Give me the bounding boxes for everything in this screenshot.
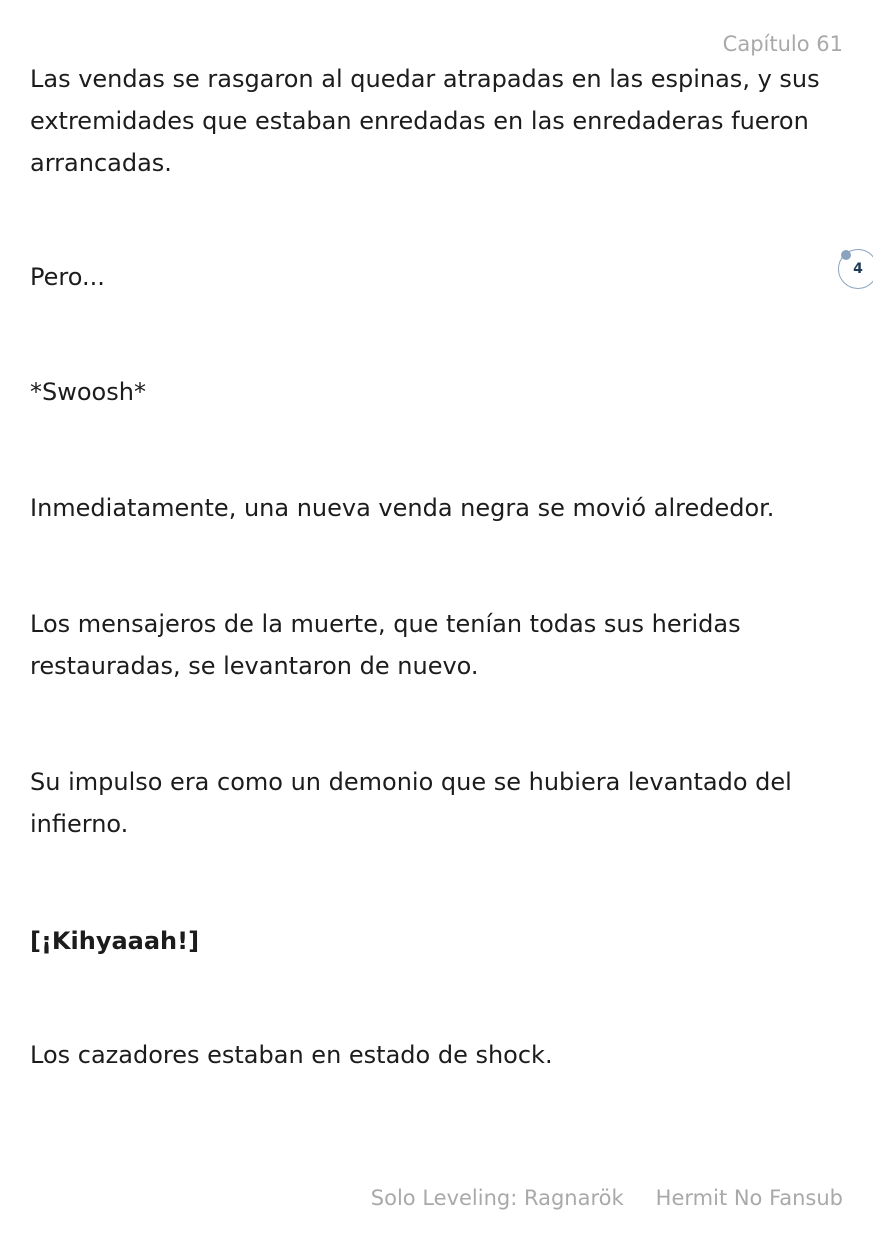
- paragraph: Pero...: [30, 263, 105, 291]
- paragraph: Las vendas se rasgaron al quedar atrapadas en las espinas, y sus extremidades que estaban enredadas en las enredaderas fueron arrancadas.: [30, 65, 820, 177]
- dialogue-line: [¡Kihyaaah!]: [30, 927, 200, 955]
- translator-credit: Hermit No Fansub: [655, 1186, 843, 1210]
- comment-count: 4: [853, 261, 863, 277]
- paragraph: Los cazadores estaban en estado de shock.: [30, 1041, 553, 1069]
- page-footer: [371, 1186, 843, 1210]
- chapter-label: Capítulo 61: [722, 32, 843, 56]
- paragraph: *Swoosh*: [30, 378, 146, 406]
- paragraph: Su impulso era como un demonio que se hubiera levantado del infierno.: [30, 768, 792, 838]
- paragraph: Los mensajeros de la muerte, que tenían todas sus heridas restauradas, se levantaron de nuevo.: [30, 610, 741, 680]
- book-title: Solo Leveling: Ragnarök: [370, 1186, 624, 1210]
- paragraph: Inmediatamente, una nueva venda negra se movió alrededor.: [30, 494, 775, 522]
- badge-dot-icon: [841, 250, 851, 260]
